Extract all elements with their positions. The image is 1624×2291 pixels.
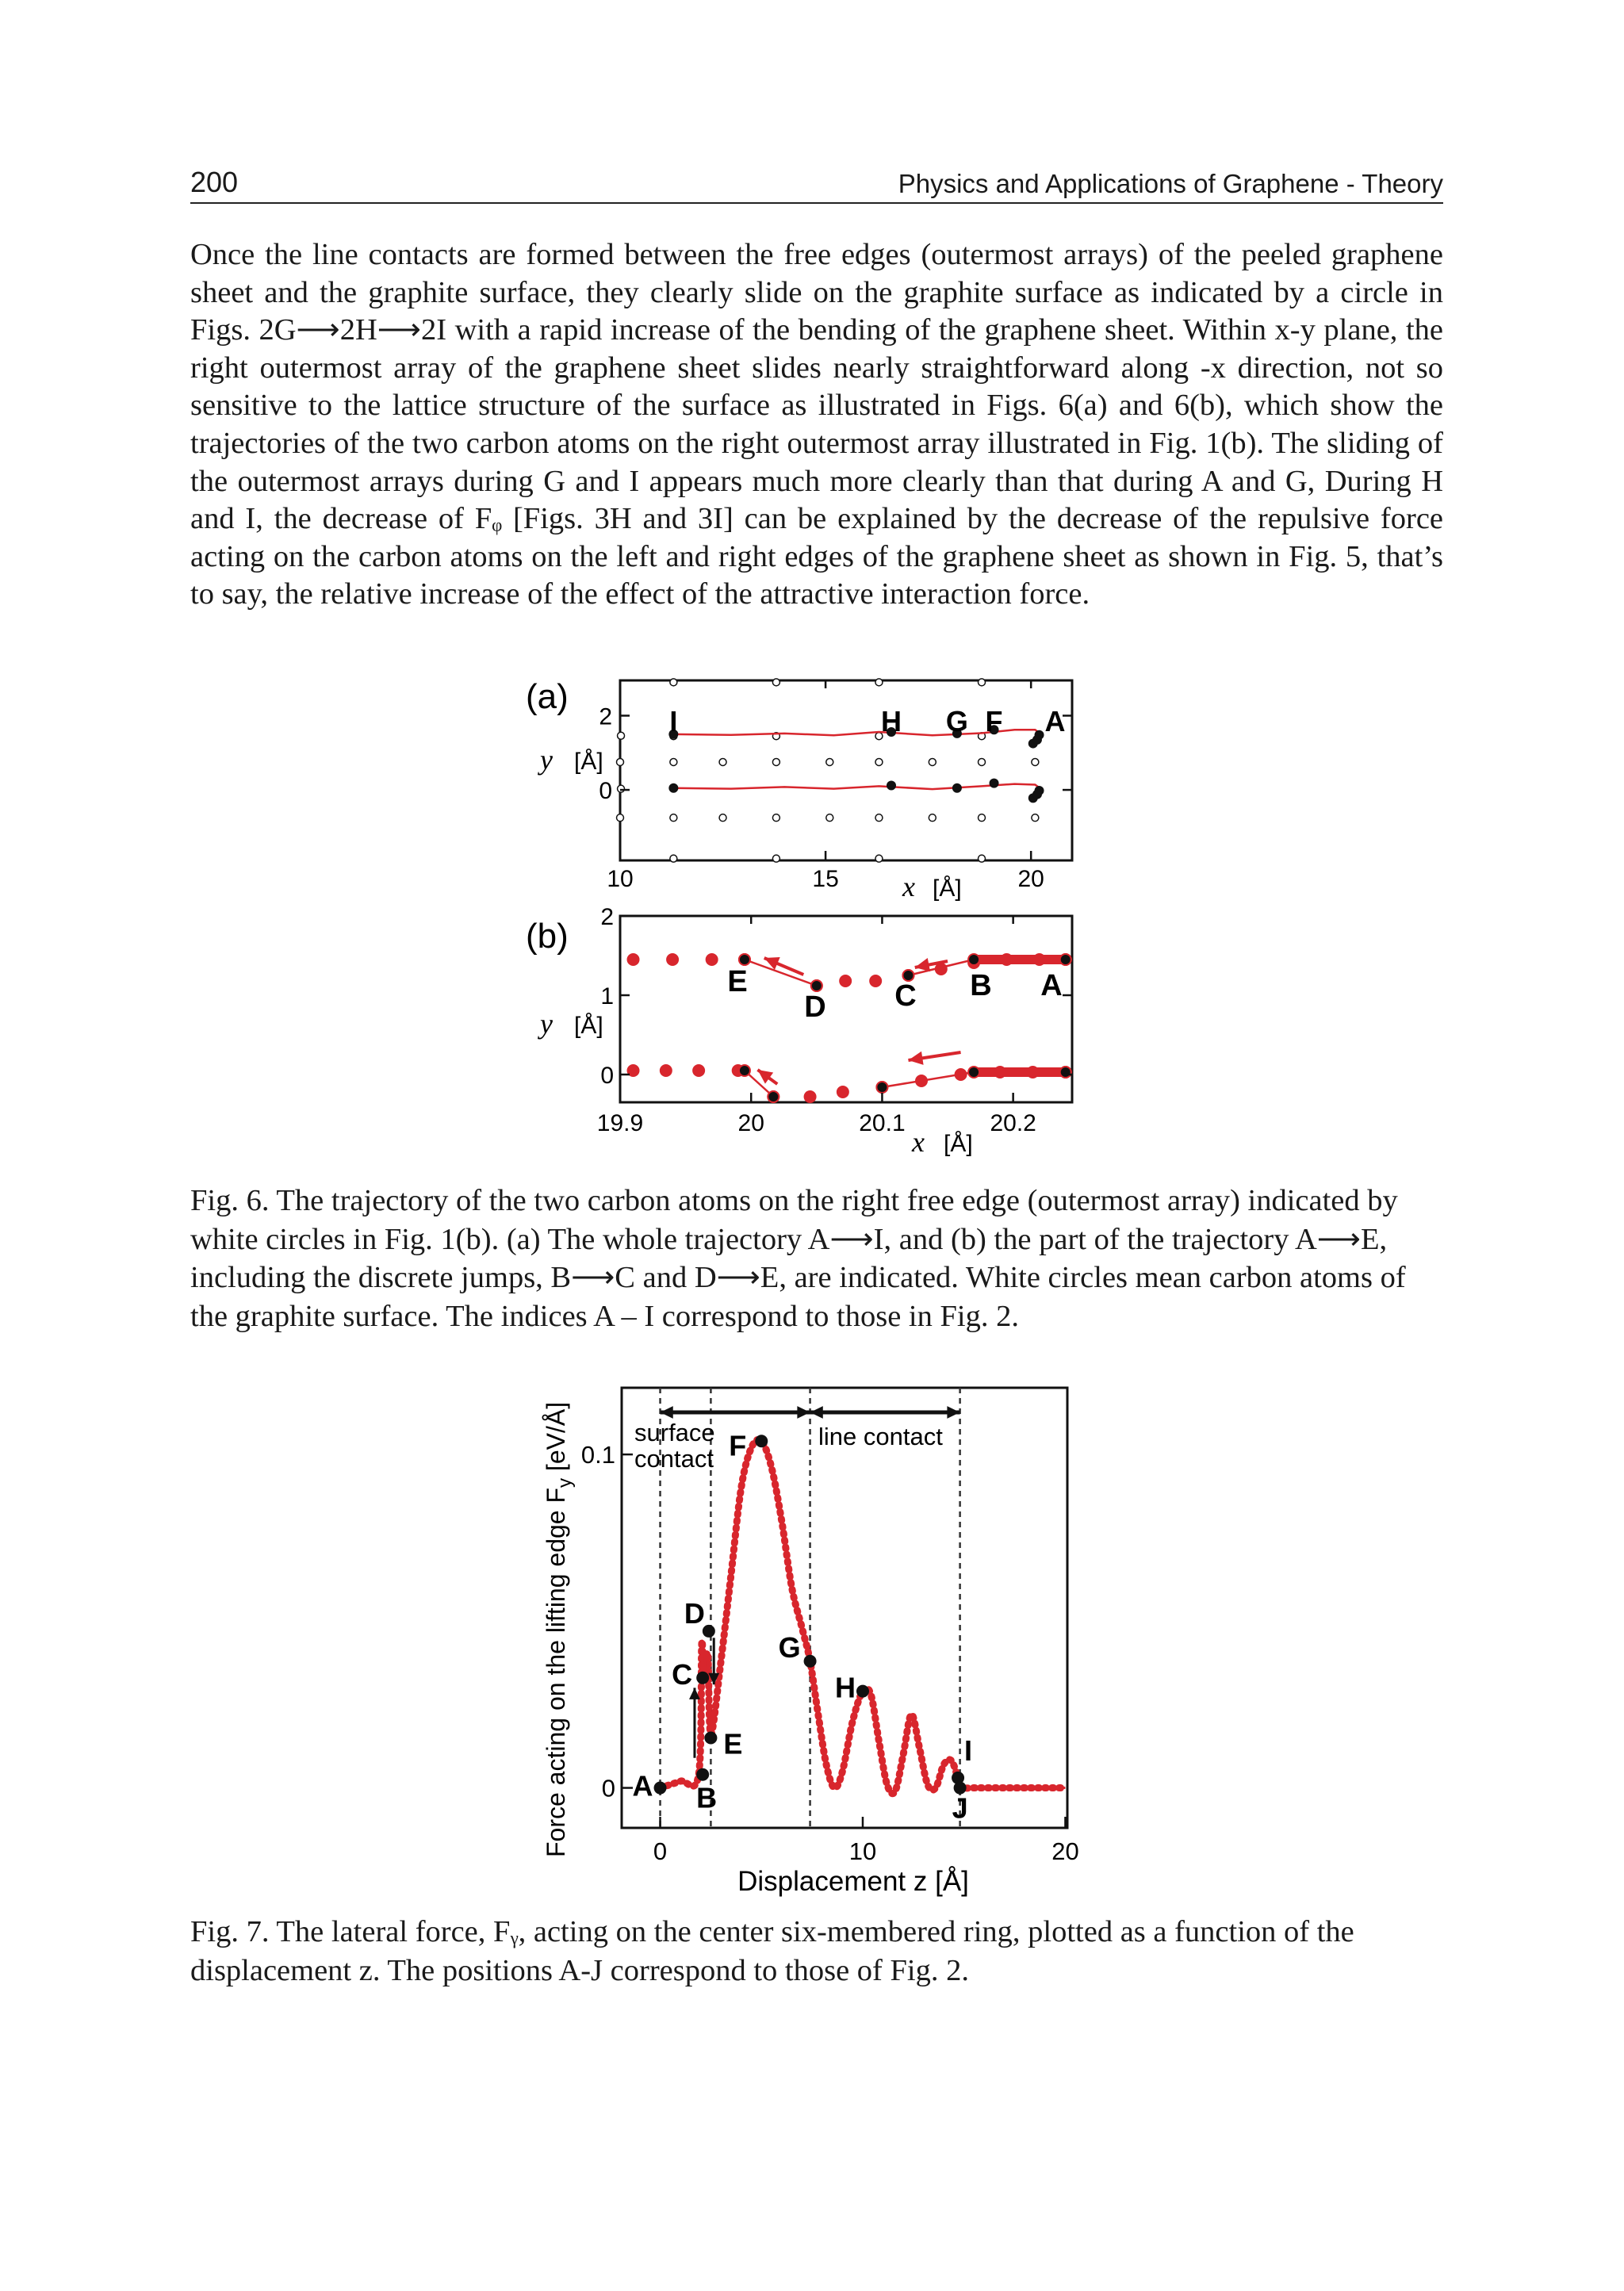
point-label-b: B	[696, 1781, 718, 1814]
body-paragraph: Once the line contacts are formed between the free edges (outermost arrays) of the peeled graphene sheet and the graphite surface, they clearly slide on the graphite surface as indicated by a circle in Figs. 2G⟶2H⟶2I with a rapid increase of the bending of the graphene sheet. Within x-y plane, the right outermost array of the graphene sheet slides nearly straightforward along -x direction, not so sensitive to the lattice structure of the surface as illustrated in Figs. 6(a) and 6(b), which show the trajectories of the two carbon atoms on the right outermost array illustrated in Fig. 1(b). The sliding of the outermost arrays during G and I appears much more clearly than that during A and G, During H and I, the decrease of Fᵩ [Figs. 3H and 3I] can be explained by the decrease of the repulsive force acting on the carbon atoms on the left and right edges of the graphene sheet as shown in Fig. 5, that’s to say, the relative increase of the effect of the attractive interaction force.	[190, 238, 1443, 611]
force-marker	[654, 1782, 667, 1795]
y-axis-label: y	[540, 1008, 553, 1040]
y-axis-label: y	[540, 744, 553, 776]
x-tick-label: 19.9	[596, 1110, 644, 1136]
force-marker	[704, 1731, 717, 1744]
force-marker	[755, 1435, 768, 1447]
force-marker	[696, 1768, 709, 1781]
running-title: Physics and Applications of Graphene - Theory	[898, 169, 1443, 198]
figure-6-caption: Fig. 6. The trajectory of the two carbon atoms on the right free edge (outermost array) indicated by white circles in Fig. 1(b). (a) The whole trajectory A⟶I, and (b) the part of the trajectory A⟶E, including the discrete jumps, B⟶C and D⟶E, are indicated. White circles mean carbon atoms of the graphite surface. The indices A – I correspond to those in Fig. 2.	[190, 1184, 1406, 1333]
x-tick-label: 0	[653, 1837, 668, 1865]
y-axis-label: Force acting on the lifting edge $F_y$ [eV/Å]	[542, 1401, 576, 1857]
x-tick-label: 20	[1017, 866, 1044, 892]
figure-7-caption: Fig. 7. The lateral force, Fᵧ, acting on the center six-membered ring, plotted as a function of the displacement z. The positions A-J correspond to those of Fig. 2.	[190, 1915, 1354, 1987]
x-tick-label: 20.1	[859, 1110, 906, 1136]
page-number: 200	[190, 166, 239, 198]
y-tick-label: 0	[599, 778, 612, 805]
point-label-i: I	[669, 705, 678, 737]
point-label-d: D	[684, 1596, 705, 1630]
force-curve	[661, 1439, 1066, 1793]
point-label-a: A	[1044, 705, 1066, 737]
y-tick-label: 2	[600, 904, 614, 930]
force-marker	[856, 1685, 869, 1698]
region-arrowhead	[810, 1406, 823, 1419]
point-label-f: F	[985, 705, 1003, 737]
point-label-a: A	[632, 1769, 653, 1803]
region-label-surface: contact	[634, 1445, 714, 1473]
y-tick-label: 0	[600, 1063, 614, 1089]
x-axis-unit: [Å]	[933, 875, 962, 902]
region-arrowhead	[661, 1406, 673, 1419]
region-label-surface: surface	[634, 1419, 715, 1446]
point-label-j: J	[952, 1791, 968, 1825]
point-label-a: A	[1040, 969, 1063, 1002]
point-label-h: H	[881, 705, 902, 737]
force-curve-dots	[661, 1439, 1066, 1793]
y-tick-label: 1	[600, 983, 614, 1009]
y-tick-label: 0	[601, 1774, 615, 1803]
y-tick-label: 2	[599, 703, 612, 730]
panel-label-b: (b)	[526, 917, 569, 956]
force-marker	[696, 1672, 709, 1684]
x-axis-label: x	[902, 871, 915, 902]
y-tick-label: 0.1	[580, 1441, 615, 1469]
point-label-f: F	[729, 1429, 747, 1462]
point-label-e: E	[723, 1727, 743, 1760]
point-label-g: G	[778, 1630, 801, 1664]
point-label-g: G	[945, 705, 968, 737]
point-label-d: D	[804, 990, 826, 1024]
region-arrowhead	[797, 1406, 810, 1419]
y-axis-unit: [Å]	[574, 749, 603, 775]
point-label-h: H	[834, 1671, 856, 1704]
point-label-c: C	[894, 979, 917, 1013]
point-label-c: C	[672, 1657, 693, 1691]
x-tick-label: 20	[737, 1110, 764, 1136]
region-label-line: line contact	[818, 1423, 943, 1450]
point-label-e: E	[727, 965, 748, 998]
x-axis-unit: [Å]	[944, 1131, 973, 1157]
x-tick-label: 10	[607, 866, 634, 892]
point-label-i: I	[964, 1734, 973, 1767]
region-arrowhead	[947, 1406, 959, 1419]
force-marker	[804, 1655, 817, 1668]
x-tick-label: 20.2	[990, 1110, 1036, 1136]
x-tick-label: 15	[812, 866, 839, 892]
panel-label-a: (a)	[526, 677, 569, 716]
x-axis-label: x	[912, 1126, 925, 1158]
x-axis-label: Displacement z [Å]	[737, 1866, 969, 1897]
point-label-b: B	[970, 969, 992, 1002]
x-tick-label: 20	[1051, 1837, 1079, 1865]
x-tick-label: 10	[848, 1837, 877, 1865]
y-axis-unit: [Å]	[574, 1013, 603, 1039]
